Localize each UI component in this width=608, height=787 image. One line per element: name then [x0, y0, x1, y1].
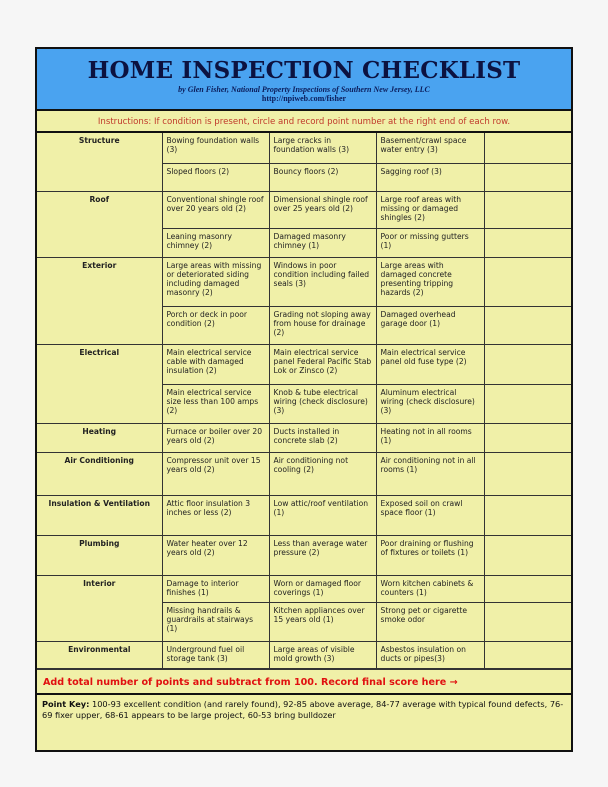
condition-item[interactable]: Bowing foundation walls (3) [162, 133, 269, 163]
category-label: Air Conditioning [37, 452, 162, 495]
condition-item[interactable]: Conventional shingle roof over 20 years old (2) [162, 191, 269, 228]
condition-item[interactable]: Exposed soil on crawl space floor (1) [376, 495, 484, 535]
point-key [37, 695, 571, 725]
condition-item[interactable]: Sagging roof (3) [376, 163, 484, 191]
condition-item[interactable]: Bouncy floors (2) [269, 163, 376, 191]
condition-item[interactable]: Poor draining or flushing of fixtures or toilets (1) [376, 535, 484, 575]
table-row [37, 191, 571, 228]
instructions: Instructions: If condition is present, circle and record point number at the right end of each row. [37, 111, 571, 133]
category-label: Heating [37, 423, 162, 452]
points-cell[interactable] [484, 228, 571, 257]
page-title: HOME INSPECTION CHECKLIST [87, 57, 521, 84]
condition-item[interactable]: Aluminum electrical wiring (check disclosure) (3) [376, 384, 484, 423]
category-label: Interior [37, 575, 162, 641]
points-cell[interactable] [484, 384, 571, 423]
condition-item[interactable]: Leaning masonry chimney (2) [162, 228, 269, 257]
table-row [37, 535, 571, 575]
condition-item[interactable]: Asbestos insulation on ducts or pipes(3) [376, 641, 484, 668]
table-row [37, 423, 571, 452]
points-cell[interactable] [484, 602, 571, 641]
condition-item[interactable]: Large areas with missing or deteriorated siding including damaged masonry (2) [162, 257, 269, 306]
points-cell[interactable] [484, 423, 571, 452]
condition-item[interactable]: Ducts installed in concrete slab (2) [269, 423, 376, 452]
category-label: Plumbing [37, 535, 162, 575]
points-cell[interactable] [484, 133, 571, 163]
condition-item[interactable]: Sloped floors (2) [162, 163, 269, 191]
points-cell[interactable] [484, 163, 571, 191]
points-cell[interactable] [484, 257, 571, 306]
table-row [37, 133, 571, 163]
condition-item[interactable]: Windows in poor condition including failed seals (3) [269, 257, 376, 306]
table-row [37, 495, 571, 535]
table-row [37, 641, 571, 668]
category-label: Insulation & Ventilation [37, 495, 162, 535]
table-row [37, 257, 571, 306]
condition-item[interactable]: Basement/crawl space water entry (3) [376, 133, 484, 163]
condition-item[interactable]: Poor or missing gutters (1) [376, 228, 484, 257]
score-instruction: Add total number of points and subtract from 100. Record final score here → [37, 669, 571, 695]
table-row [37, 575, 571, 602]
checklist-table [37, 133, 571, 669]
category-label: Exterior [37, 257, 162, 344]
condition-item[interactable]: Large cracks in foundation walls (3) [269, 133, 376, 163]
condition-item[interactable]: Underground fuel oil storage tank (3) [162, 641, 269, 668]
condition-item[interactable]: Main electrical service panel old fuse type (2) [376, 344, 484, 384]
condition-item[interactable]: Worn kitchen cabinets & counters (1) [376, 575, 484, 602]
category-label: Electrical [37, 344, 162, 423]
condition-item[interactable]: Low attic/roof ventilation (1) [269, 495, 376, 535]
condition-item[interactable]: Heating not in all rooms (1) [376, 423, 484, 452]
condition-item[interactable]: Main electrical service panel Federal Pacific Stab Lok or Zinsco (2) [269, 344, 376, 384]
condition-item[interactable]: Missing handrails & guardrails at stairways (1) [162, 602, 269, 641]
header-banner [37, 49, 571, 111]
condition-item[interactable]: Dimensional shingle roof over 25 years old (2) [269, 191, 376, 228]
points-cell[interactable] [484, 191, 571, 228]
points-cell[interactable] [484, 641, 571, 668]
condition-item[interactable]: Kitchen appliances over 15 years old (1) [269, 602, 376, 641]
condition-item[interactable]: Large areas of visible mold growth (3) [269, 641, 376, 668]
table-row [37, 452, 571, 495]
condition-item[interactable]: Air conditioning not cooling (2) [269, 452, 376, 495]
points-cell[interactable] [484, 344, 571, 384]
condition-item[interactable]: Furnace or boiler over 20 years old (2) [162, 423, 269, 452]
category-label: Environmental [37, 641, 162, 668]
condition-item[interactable]: Damage to interior finishes (1) [162, 575, 269, 602]
points-cell[interactable] [484, 495, 571, 535]
category-label: Structure [37, 133, 162, 191]
condition-item[interactable]: Main electrical service cable with damaged insulation (2) [162, 344, 269, 384]
condition-item[interactable]: Compressor unit over 15 years old (2) [162, 452, 269, 495]
condition-item[interactable]: Damaged overhead garage door (1) [376, 306, 484, 344]
condition-item[interactable]: Attic floor insulation 3 inches or less (2) [162, 495, 269, 535]
condition-item[interactable]: Large areas with damaged concrete presenting tripping hazards (2) [376, 257, 484, 306]
byline: by Glen Fisher, National Property Inspections of Southern New Jersey, LLC [178, 85, 430, 94]
points-cell[interactable] [484, 306, 571, 344]
table-row [37, 344, 571, 384]
condition-item[interactable]: Large roof areas with missing or damaged shingles (2) [376, 191, 484, 228]
points-cell[interactable] [484, 535, 571, 575]
condition-item[interactable]: Water heater over 12 years old (2) [162, 535, 269, 575]
condition-item[interactable]: Damaged masonry chimney (1) [269, 228, 376, 257]
category-label: Roof [37, 191, 162, 257]
checklist-sheet [35, 47, 573, 752]
condition-item[interactable]: Air conditioning not in all rooms (1) [376, 452, 484, 495]
condition-item[interactable]: Worn or damaged floor coverings (1) [269, 575, 376, 602]
condition-item[interactable]: Strong pet or cigarette smoke odor [376, 602, 484, 641]
point-key-label: Point Key: [42, 698, 90, 709]
condition-item[interactable]: Knob & tube electrical wiring (check disclosure) (3) [269, 384, 376, 423]
condition-item[interactable]: Main electrical service size less than 100 amps (2) [162, 384, 269, 423]
condition-item[interactable]: Grading not sloping away from house for drainage (2) [269, 306, 376, 344]
points-cell[interactable] [484, 575, 571, 602]
points-cell[interactable] [484, 452, 571, 495]
condition-item[interactable]: Less than average water pressure (2) [269, 535, 376, 575]
website-link[interactable]: http://npiweb.com/fisher [261, 94, 347, 103]
condition-item[interactable]: Porch or deck in poor condition (2) [162, 306, 269, 344]
point-key-text: 100-93 excellent condition (and rarely found), 92-85 above average, 84-77 average with typical found defects, 76-69 fixer upper, 68-61 appears to be large project, 60-53 bring bulldozer [42, 698, 564, 720]
